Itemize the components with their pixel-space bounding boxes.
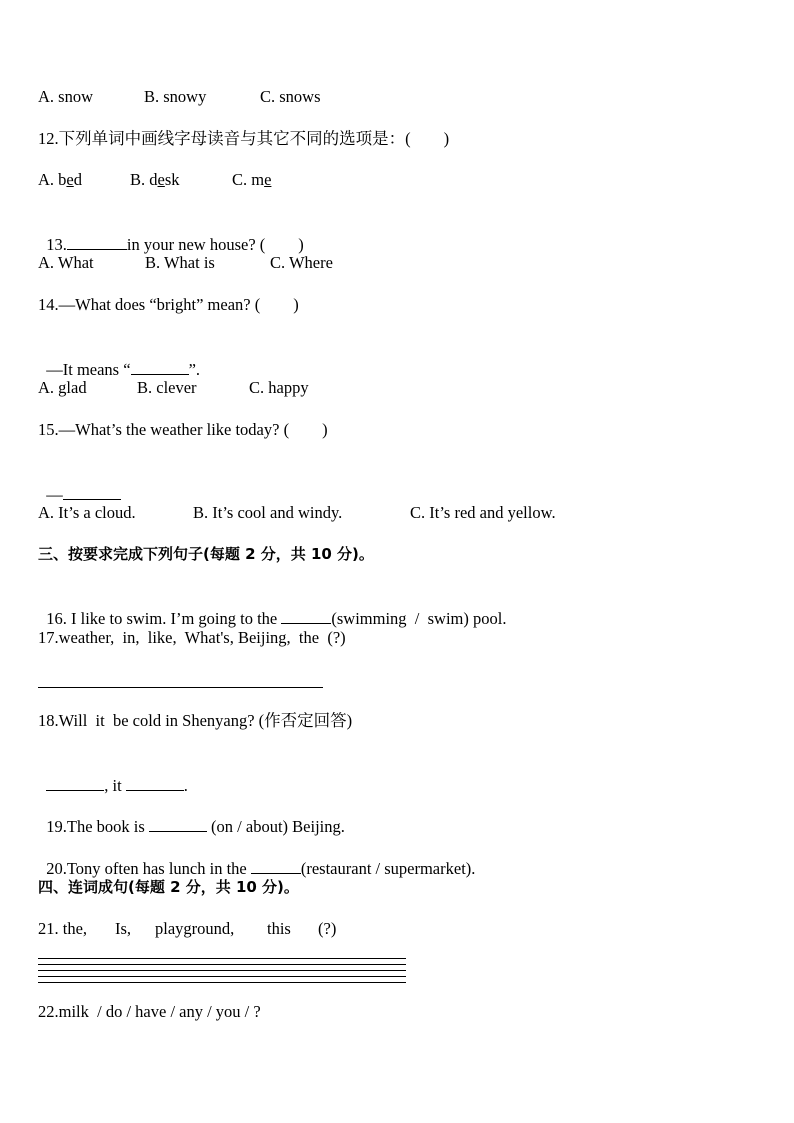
q17-answer-line[interactable] bbox=[38, 687, 323, 688]
q22-stem: 22.milk / do / have / any / you / ? bbox=[38, 1002, 261, 1021]
q16-stem: 16. I like to swim. I’m going to the (swimming / swim) pool. bbox=[46, 609, 507, 628]
q21-word-3: playground, bbox=[155, 919, 235, 938]
q18-blank-1[interactable] bbox=[46, 774, 104, 791]
q13-options bbox=[38, 252, 598, 274]
q18-stem: 18.Will it be cold in Shenyang? (作否定回答) bbox=[38, 711, 353, 730]
q18-blank-2[interactable] bbox=[126, 774, 184, 791]
q21-answer-line-3[interactable] bbox=[38, 970, 406, 971]
q19-stem: 19.The book is (on / about) Beijing. bbox=[46, 817, 345, 836]
q20-blank[interactable] bbox=[251, 857, 301, 874]
q15-blank[interactable] bbox=[63, 483, 121, 500]
q14-reply: —It means “ ”. bbox=[46, 360, 201, 379]
q21-answer-line-2[interactable] bbox=[38, 964, 406, 965]
q15-reply: — bbox=[38, 461, 121, 483]
q21-answer-line-4[interactable] bbox=[38, 976, 406, 977]
q19-blank[interactable] bbox=[149, 815, 207, 832]
q21-word-4: this bbox=[267, 919, 291, 938]
q21-answer-line-5[interactable] bbox=[38, 982, 406, 983]
q21-word-1: 21. the, bbox=[38, 919, 88, 938]
q16-blank[interactable] bbox=[281, 607, 331, 624]
q12-option-b: B. desk bbox=[130, 170, 180, 189]
q13-blank[interactable] bbox=[67, 233, 127, 250]
q11-option-c: C. snows bbox=[260, 87, 321, 106]
q21-answer-line-1[interactable] bbox=[38, 958, 406, 959]
q14-option-b: B. clever bbox=[137, 378, 197, 397]
q20-stem: 20.Tony often has lunch in the (restaurant / supermarket). bbox=[46, 859, 476, 878]
q14-blank[interactable] bbox=[131, 358, 189, 375]
section-3-heading: 三、按要求完成下列句子(每题 2 分，共 10 分)。 bbox=[38, 545, 374, 563]
q13-stem bbox=[38, 211, 304, 254]
q11-options bbox=[38, 86, 598, 108]
section-4-heading: 四、连词成句(每题 2 分，共 10 分)。 bbox=[38, 878, 299, 896]
q17-stem: 17.weather, in, like, What's, Beijing, the (?) bbox=[38, 628, 346, 647]
q12-options bbox=[38, 169, 598, 191]
q13-option-a: A. What bbox=[38, 253, 94, 272]
q15-stem: 15.—What’s the weather like today? ( ) bbox=[38, 420, 328, 439]
q21-word-5: (?) bbox=[318, 919, 337, 938]
q14-option-c: C. happy bbox=[249, 378, 309, 397]
q12-option-a: A. bed bbox=[38, 170, 82, 189]
q12-stem: 12.下列单词中画线字母读音与其它不同的选项是：( ) bbox=[38, 129, 450, 148]
q15-option-a: A. It’s a cloud. bbox=[38, 503, 136, 522]
q21-words bbox=[38, 918, 458, 940]
q15-options bbox=[38, 502, 638, 524]
q15-option-c: C. It’s red and yellow. bbox=[410, 503, 556, 522]
q14-option-a: A. glad bbox=[38, 378, 87, 397]
q14-stem: 14.—What does “bright” mean? ( ) bbox=[38, 295, 299, 314]
q13-text: in your new house? ( ) bbox=[126, 235, 304, 254]
q11-option-a: A. snow bbox=[38, 87, 94, 106]
q21-word-2: Is, bbox=[115, 919, 132, 938]
q13-option-c: C. Where bbox=[270, 253, 333, 272]
q13-option-b: B. What is bbox=[145, 253, 215, 272]
q13-number: 13. bbox=[46, 235, 67, 254]
q18-answer: , it . bbox=[38, 752, 188, 774]
q12-option-c: C. me bbox=[232, 170, 272, 189]
q11-option-b: B. snowy bbox=[144, 87, 207, 106]
q15-option-b: B. It’s cool and windy. bbox=[193, 503, 343, 522]
q14-options bbox=[38, 377, 598, 399]
